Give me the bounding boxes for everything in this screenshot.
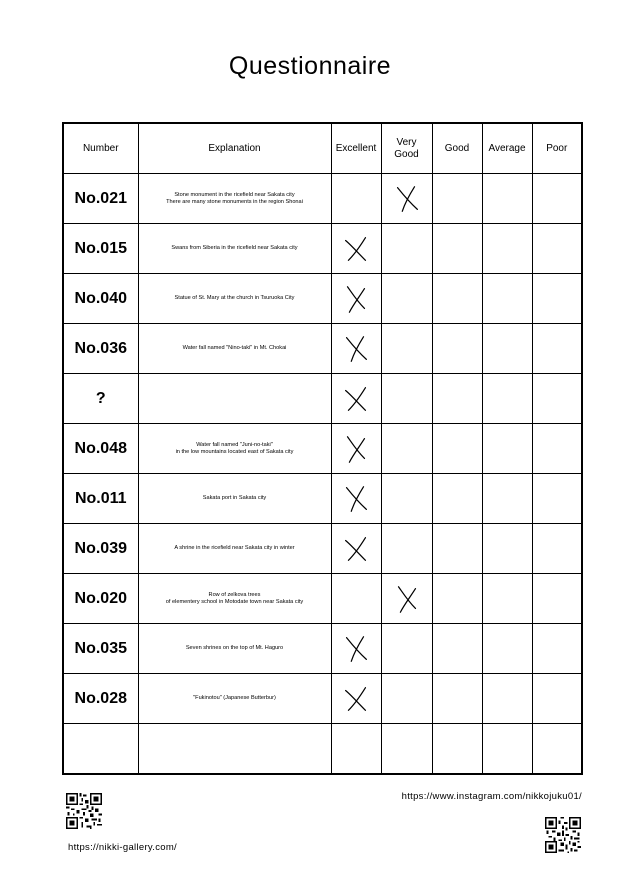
rating-cell-excellent[interactable] (331, 474, 381, 524)
rating-cell-very-good[interactable] (381, 524, 432, 574)
column-header-excellent: Excellent (331, 123, 381, 174)
very-good-line-1: Very (396, 136, 417, 148)
rating-cell-poor[interactable] (532, 474, 582, 524)
table-row (63, 174, 582, 224)
explanation-line: of elementery school in Motodate town near Sakata city (165, 598, 304, 605)
rating-cell-average[interactable] (482, 574, 532, 624)
row-explanation (138, 274, 331, 324)
very-good-line-2: Good (394, 148, 419, 160)
explanation-line: There are many stone monuments in the region Shonai (166, 198, 303, 205)
check-mark-icon (340, 282, 372, 316)
row-explanation (138, 324, 331, 374)
rating-cell-average[interactable] (482, 174, 532, 224)
check-mark-icon (340, 632, 372, 666)
rating-cell-very-good[interactable] (381, 324, 432, 374)
row-explanation (138, 674, 331, 724)
rating-cell-poor[interactable] (532, 674, 582, 724)
rating-cell-excellent[interactable] (331, 724, 381, 775)
rating-cell-average[interactable] (482, 374, 532, 424)
row-explanation (138, 174, 331, 224)
rating-cell-average[interactable] (482, 674, 532, 724)
row-explanation (138, 574, 331, 624)
rating-cell-excellent[interactable] (331, 424, 381, 474)
rating-cell-good[interactable] (432, 624, 482, 674)
rating-cell-very-good[interactable] (381, 224, 432, 274)
rating-cell-average[interactable] (482, 324, 532, 374)
row-number: No.048 (63, 424, 138, 474)
check-mark-icon (340, 382, 372, 416)
table-row (63, 724, 582, 775)
table-row (63, 274, 582, 324)
column-header-very-good (381, 123, 432, 174)
column-header-number: Number (63, 123, 138, 174)
explanation-line: A shrine in the ricefield near Sakata city in winter (174, 545, 295, 551)
row-number: No.028 (63, 674, 138, 724)
rating-cell-average[interactable] (482, 274, 532, 324)
explanation-line: Sakata port in Sakata city (202, 495, 267, 501)
table-row (63, 324, 582, 374)
table-row (63, 374, 582, 424)
check-mark-icon (340, 682, 372, 716)
row-explanation (138, 724, 331, 775)
row-explanation (138, 224, 331, 274)
explanation-line: Row of zelkova trees (208, 591, 261, 598)
row-number: ? (63, 374, 138, 424)
table-row (63, 624, 582, 674)
row-number: No.035 (63, 624, 138, 674)
rating-cell-poor[interactable] (532, 524, 582, 574)
row-number: No.020 (63, 574, 138, 624)
explanation-line: Water fall named "Nino-taki" in Mt. Chokai (182, 345, 287, 351)
check-mark-icon (340, 232, 372, 266)
row-explanation (138, 374, 331, 424)
rating-cell-excellent[interactable] (331, 674, 381, 724)
rating-cell-poor[interactable] (532, 424, 582, 474)
rating-cell-poor[interactable] (532, 374, 582, 424)
row-number: No.040 (63, 274, 138, 324)
table-row (63, 574, 582, 624)
rating-cell-excellent[interactable] (331, 274, 381, 324)
rating-cell-good[interactable] (432, 174, 482, 224)
rating-cell-poor[interactable] (532, 274, 582, 324)
rating-cell-good[interactable] (432, 274, 482, 324)
rating-cell-good[interactable] (432, 724, 482, 775)
rating-cell-poor[interactable] (532, 724, 582, 775)
row-explanation (138, 524, 331, 574)
explanation-line: in the low mountains located east of Sakata city (175, 448, 294, 455)
rating-cell-good[interactable] (432, 324, 482, 374)
rating-cell-poor[interactable] (532, 624, 582, 674)
rating-cell-excellent[interactable] (331, 574, 381, 624)
table-row (63, 224, 582, 274)
row-explanation (138, 624, 331, 674)
rating-cell-very-good[interactable] (381, 174, 432, 224)
qr-code-left[interactable] (66, 793, 102, 829)
row-explanation (138, 424, 331, 474)
rating-cell-very-good[interactable] (381, 424, 432, 474)
row-number (63, 724, 138, 775)
rating-cell-excellent[interactable] (331, 624, 381, 674)
rating-cell-good[interactable] (432, 674, 482, 724)
rating-cell-average[interactable] (482, 724, 532, 775)
rating-cell-average[interactable] (482, 474, 532, 524)
instagram-link[interactable]: https://www.instagram.com/nikkojuku01/ (401, 791, 582, 802)
rating-cell-excellent[interactable] (331, 524, 381, 574)
rating-cell-very-good[interactable] (381, 724, 432, 775)
row-number: No.039 (63, 524, 138, 574)
column-header-good: Good (432, 123, 482, 174)
header-row (63, 123, 582, 174)
questionnaire-table (62, 122, 583, 775)
rating-cell-very-good[interactable] (381, 574, 432, 624)
qr-code-right-icon (545, 817, 581, 853)
column-header-average: Average (482, 123, 532, 174)
check-mark-icon (340, 332, 372, 366)
rating-cell-average[interactable] (482, 524, 532, 574)
explanation-line: Swans from Siberia in the ricefield near Sakata city (171, 245, 298, 251)
explanation-line: Seven shrines on the top of Mt. Haguro (185, 645, 284, 651)
check-mark-icon (340, 482, 372, 516)
rating-cell-poor[interactable] (532, 574, 582, 624)
rating-cell-excellent[interactable] (331, 324, 381, 374)
rating-cell-average[interactable] (482, 624, 532, 674)
gallery-link[interactable]: https://nikki-gallery.com/ (68, 842, 177, 853)
rating-cell-good[interactable] (432, 474, 482, 524)
column-header-poor: Poor (532, 123, 582, 174)
table-row (63, 674, 582, 724)
page-title: Questionnaire (228, 52, 392, 80)
table-row (63, 474, 582, 524)
rating-cell-good[interactable] (432, 574, 482, 624)
row-number: No.021 (63, 174, 138, 224)
row-number: No.015 (63, 224, 138, 274)
column-header-explanation: Explanation (138, 123, 331, 174)
explanation-line: Water fall named "Juni-no-taki" (196, 441, 273, 448)
check-mark-icon (391, 582, 423, 616)
rating-cell-excellent[interactable] (331, 174, 381, 224)
row-number: No.011 (63, 474, 138, 524)
rating-cell-poor[interactable] (532, 174, 582, 224)
rating-cell-very-good[interactable] (381, 624, 432, 674)
rating-cell-average[interactable] (482, 224, 532, 274)
rating-cell-poor[interactable] (532, 324, 582, 374)
rating-cell-poor[interactable] (532, 224, 582, 274)
explanation-line: "Fukinotou" (Japanese Butterbur) (193, 695, 276, 701)
check-mark-icon (340, 532, 372, 566)
rating-cell-good[interactable] (432, 524, 482, 574)
check-mark-icon (340, 432, 372, 466)
check-mark-icon (391, 182, 423, 216)
rating-cell-very-good[interactable] (381, 674, 432, 724)
explanation-line: Stone monument in the ricefield near Sakata city (174, 191, 295, 198)
rating-cell-very-good[interactable] (381, 474, 432, 524)
table-row (63, 424, 582, 474)
explanation-line: Statue of St. Mary at the church in Tsuruoka City (174, 295, 295, 301)
rating-cell-average[interactable] (482, 424, 532, 474)
rating-cell-good[interactable] (432, 374, 482, 424)
qr-code-right[interactable] (545, 817, 581, 853)
rating-cell-very-good[interactable] (381, 274, 432, 324)
rating-cell-very-good[interactable] (381, 374, 432, 424)
table-row (63, 524, 582, 574)
rating-cell-good[interactable] (432, 424, 482, 474)
row-number: No.036 (63, 324, 138, 374)
rating-cell-good[interactable] (432, 224, 482, 274)
rating-cell-excellent[interactable] (331, 374, 381, 424)
rating-cell-excellent[interactable] (331, 224, 381, 274)
row-explanation (138, 474, 331, 524)
qr-code-left-icon (66, 793, 102, 829)
